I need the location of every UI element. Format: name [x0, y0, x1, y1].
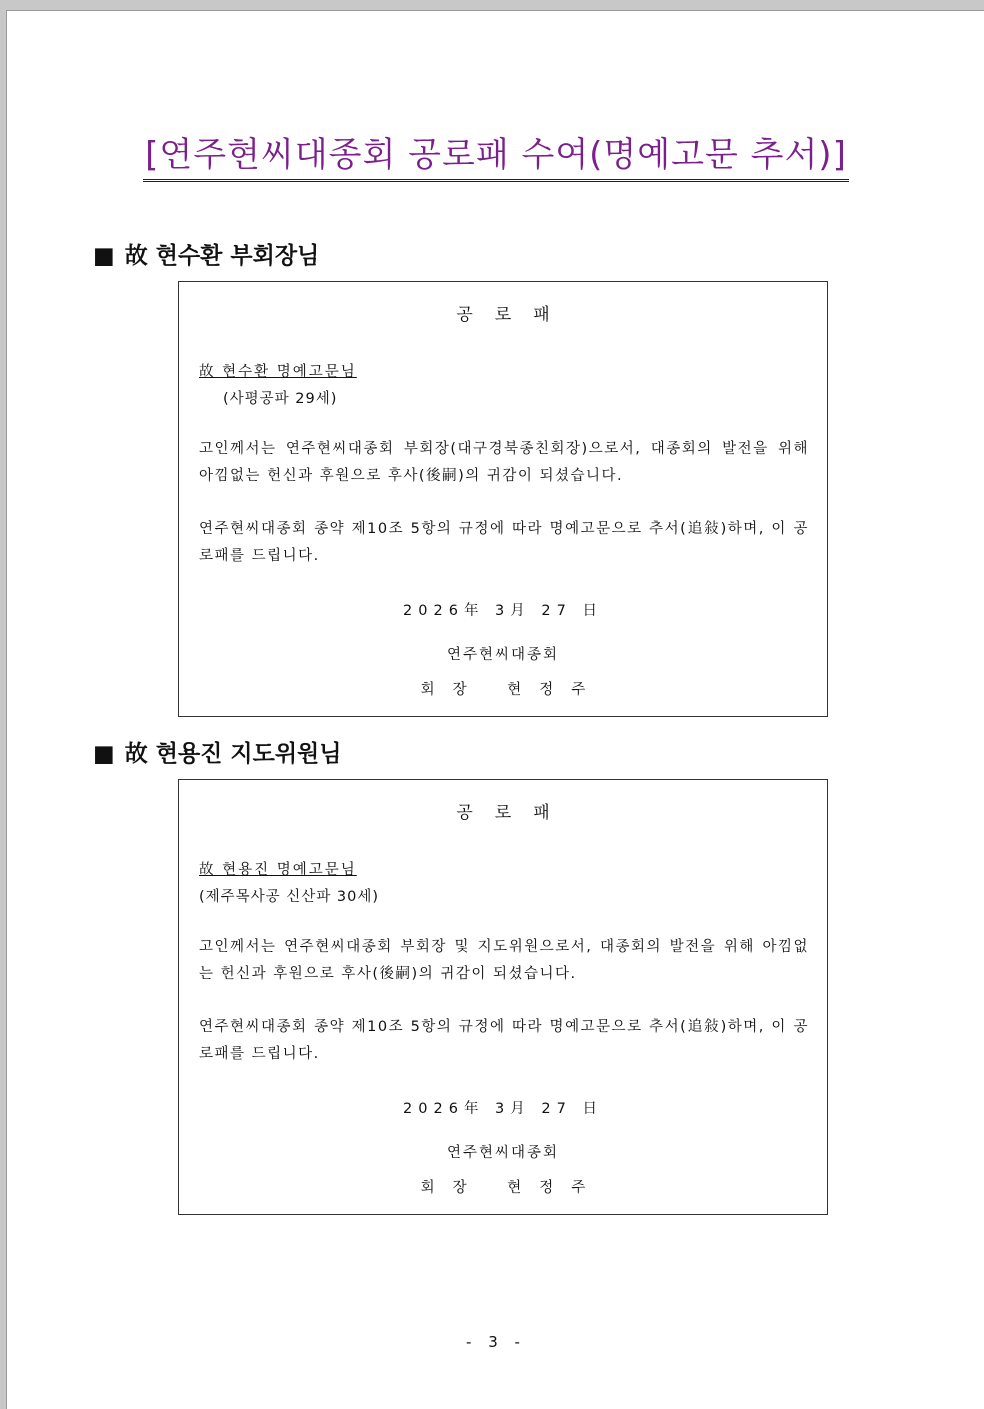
plaque-recipient-lineage: (제주목사공 신산파 30세) — [199, 889, 380, 905]
plaque-paragraph-conferral: 연주현씨대종회 종약 제10조 5항의 규정에 따라 명예고문으로 추서(追敍)하며, 이 공로패를 드립니다. — [199, 1019, 809, 1062]
plaque-organization: 연주현씨대종회 — [446, 647, 560, 663]
plaque-organization: 연주현씨대종회 — [446, 1145, 560, 1161]
plaque-box-2 — [178, 779, 828, 1215]
document-title — [7, 127, 984, 182]
document-title-text: [연주현씨대종회 공로패 수여(명예고문 추서)] — [143, 127, 849, 182]
section-heading-text: 故 현수환 부회장님 — [124, 243, 320, 269]
section-heading-text: 故 현용진 지도위원님 — [124, 741, 342, 767]
section-heading-2 — [93, 735, 342, 768]
document-page — [6, 10, 984, 1409]
plaque-recipient-name: 故 현용진 명예고문님 — [199, 862, 357, 878]
plaque-president: 회장 현정주 — [420, 1180, 604, 1196]
section-heading-1 — [93, 237, 319, 270]
plaque-paragraph-tribute: 고인께서는 연주현씨대종회 부회장(대구경북종친회장)으로서, 대종회의 발전을 위해 아낌없는 헌신과 후원으로 후사(後嗣)의 귀감이 되셨습니다. — [199, 441, 809, 484]
square-bullet-icon: ■ — [93, 243, 115, 269]
plaque-president: 회장 현정주 — [420, 682, 604, 698]
plaque-title: 공로패 — [456, 803, 572, 823]
plaque-recipient-lineage: (사평공파 29세) — [223, 391, 338, 407]
plaque-date: 2026年 3月 27 日 — [403, 1101, 603, 1117]
plaque-date: 2026年 3月 27 日 — [403, 603, 603, 619]
plaque-title: 공로패 — [456, 305, 572, 325]
page-number: - 3 - — [466, 1333, 526, 1351]
plaque-recipient-name: 故 현수환 명예고문님 — [199, 364, 357, 380]
plaque-box-1 — [178, 281, 828, 717]
plaque-paragraph-tribute: 고인께서는 연주현씨대종회 부회장 및 지도위원으로서, 대종회의 발전을 위해 아낌없는 헌신과 후원으로 후사(後嗣)의 귀감이 되셨습니다. — [199, 939, 809, 982]
square-bullet-icon: ■ — [93, 741, 115, 767]
plaque-paragraph-conferral: 연주현씨대종회 종약 제10조 5항의 규정에 따라 명예고문으로 추서(追敍)하며, 이 공로패를 드립니다. — [199, 521, 809, 564]
